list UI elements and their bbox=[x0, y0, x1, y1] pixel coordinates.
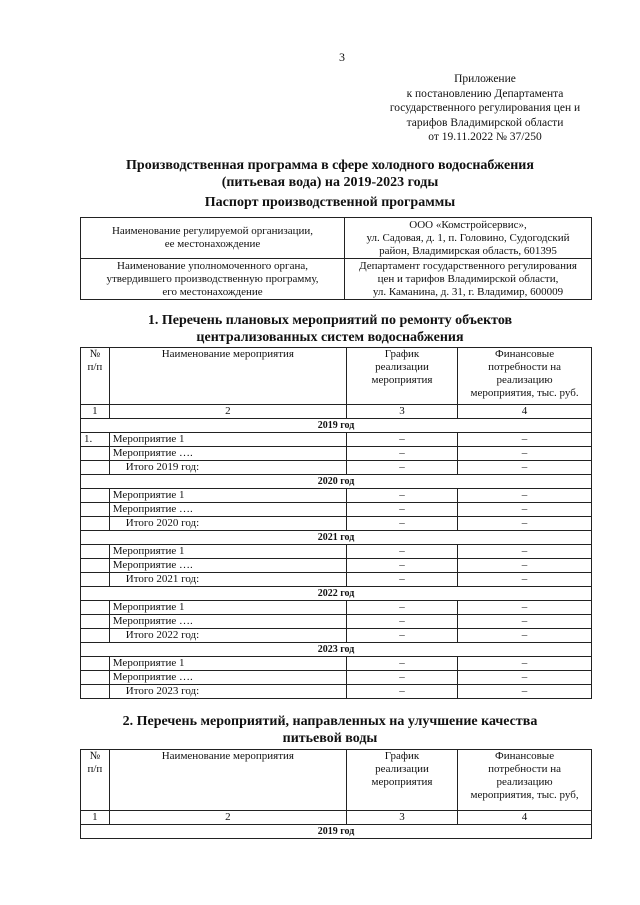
program-title-line: (питьевая вода) на 2019-2023 годы bbox=[221, 175, 439, 190]
text-line: График bbox=[384, 348, 420, 360]
row-name: Мероприятие …. bbox=[109, 447, 346, 461]
year-label: 2019 год bbox=[81, 825, 592, 839]
row-finance: – bbox=[458, 685, 592, 699]
text-line: ООО «Комстройсервис», bbox=[409, 218, 527, 231]
year-row bbox=[81, 419, 592, 433]
row-schedule: – bbox=[346, 657, 457, 671]
column-number: 3 bbox=[346, 811, 457, 825]
row-schedule: – bbox=[346, 671, 457, 685]
table-row bbox=[81, 657, 592, 671]
year-label: 2021 год bbox=[81, 531, 592, 545]
row-schedule: – bbox=[346, 489, 457, 503]
text-line: Финансовые bbox=[495, 348, 555, 360]
row-schedule: – bbox=[346, 573, 457, 587]
section2-title bbox=[60, 713, 600, 747]
row-finance: – bbox=[458, 433, 592, 447]
row-number: 1. bbox=[81, 433, 110, 447]
year-row bbox=[81, 531, 592, 545]
row-name: Итого 2021 год: bbox=[109, 573, 346, 587]
row-finance: – bbox=[458, 489, 592, 503]
text-line: потребности на bbox=[488, 763, 562, 775]
row-number bbox=[81, 545, 110, 559]
header-name: Наименование мероприятия bbox=[109, 348, 346, 405]
column-number: 3 bbox=[346, 405, 457, 419]
row-schedule: – bbox=[346, 685, 457, 699]
text-line: потребности на bbox=[488, 361, 562, 373]
row-number bbox=[81, 489, 110, 503]
text-line: реализацию bbox=[496, 374, 553, 386]
text-line: Наименование регулируемой организации, bbox=[111, 225, 314, 237]
row-name: Мероприятие 1 bbox=[109, 601, 346, 615]
row-name: Мероприятие …. bbox=[109, 559, 346, 573]
section-title-line: питьевой воды bbox=[282, 731, 378, 746]
total-row bbox=[81, 461, 592, 475]
section-title-line: централизованных систем водоснабжения bbox=[196, 330, 464, 345]
text-line: реализации bbox=[375, 763, 429, 775]
section-title-line: 2. Перечень мероприятий, направленных на улучшение качества bbox=[122, 714, 538, 729]
text-line: мероприятия bbox=[371, 374, 433, 386]
row-number bbox=[81, 685, 110, 699]
text-line: № bbox=[89, 348, 101, 360]
row-finance: – bbox=[458, 671, 592, 685]
column-number: 1 bbox=[81, 811, 110, 825]
text-line: его местонахождение bbox=[162, 285, 263, 298]
row-schedule: – bbox=[346, 601, 457, 615]
row-name: Мероприятие 1 bbox=[109, 657, 346, 671]
row-finance: – bbox=[458, 461, 592, 475]
row-schedule: – bbox=[346, 615, 457, 629]
year-row bbox=[81, 643, 592, 657]
text-line: реализации bbox=[375, 361, 429, 373]
row-name: Мероприятие 1 bbox=[109, 489, 346, 503]
row-schedule: – bbox=[346, 559, 457, 573]
header-schedule bbox=[346, 348, 457, 405]
column-number: 4 bbox=[458, 405, 592, 419]
appendix-line: от 19.11.2022 № 37/250 bbox=[428, 131, 542, 143]
text-line: График bbox=[384, 750, 420, 762]
program-title-line: Производственная программа в сфере холодного водоснабжения bbox=[126, 158, 534, 173]
row-number bbox=[81, 615, 110, 629]
row-number bbox=[81, 447, 110, 461]
year-row bbox=[81, 475, 592, 489]
table-row bbox=[81, 489, 592, 503]
text-line: № bbox=[89, 750, 101, 762]
program-title bbox=[60, 157, 600, 191]
row-finance: – bbox=[458, 447, 592, 461]
row-name: Мероприятие …. bbox=[109, 503, 346, 517]
header-finance bbox=[458, 348, 592, 405]
column-number: 4 bbox=[458, 811, 592, 825]
row-finance: – bbox=[458, 559, 592, 573]
row-finance: – bbox=[458, 517, 592, 531]
column-number: 2 bbox=[109, 811, 346, 825]
row-finance: – bbox=[458, 601, 592, 615]
passport-row bbox=[81, 259, 592, 300]
row-finance: – bbox=[458, 545, 592, 559]
section1-title bbox=[60, 312, 600, 346]
table-header-row bbox=[81, 750, 592, 811]
row-number bbox=[81, 657, 110, 671]
row-number bbox=[81, 629, 110, 643]
row-schedule: – bbox=[346, 517, 457, 531]
total-row bbox=[81, 629, 592, 643]
row-name: Итого 2019 год: bbox=[109, 461, 346, 475]
table-row bbox=[81, 433, 592, 447]
row-finance: – bbox=[458, 503, 592, 517]
row-schedule: – bbox=[346, 545, 457, 559]
row-name: Итого 2023 год: bbox=[109, 685, 346, 699]
year-label: 2022 год bbox=[81, 587, 592, 601]
header-name: Наименование мероприятия bbox=[109, 750, 346, 811]
text-line: мероприятия, тыс. руб. bbox=[470, 387, 579, 399]
row-finance: – bbox=[458, 615, 592, 629]
passport-label bbox=[81, 259, 345, 300]
header-number bbox=[81, 750, 110, 811]
passport-title: Паспорт производственной программы bbox=[204, 195, 456, 210]
column-number: 1 bbox=[81, 405, 110, 419]
row-name: Мероприятие …. bbox=[109, 615, 346, 629]
passport-row bbox=[81, 218, 592, 259]
page-number: 3 bbox=[339, 50, 345, 64]
text-line: ее местонахождение bbox=[164, 238, 261, 250]
row-schedule: – bbox=[346, 447, 457, 461]
text-line: район, Владимирская область, 601395 bbox=[379, 244, 557, 257]
row-finance: – bbox=[458, 573, 592, 587]
row-number bbox=[81, 671, 110, 685]
row-name: Мероприятие 1 bbox=[109, 433, 346, 447]
table-row bbox=[81, 545, 592, 559]
appendix-line: тарифов Владимирской области bbox=[406, 116, 564, 129]
row-name: Итого 2020 год: bbox=[109, 517, 346, 531]
text-line: ул. Садовая, д. 1, п. Головино, Судогодский bbox=[366, 231, 570, 244]
column-number-row bbox=[81, 811, 592, 825]
row-schedule: – bbox=[346, 503, 457, 517]
table-row bbox=[81, 447, 592, 461]
row-schedule: – bbox=[346, 433, 457, 447]
text-line: п/п bbox=[87, 763, 103, 775]
table-row bbox=[81, 671, 592, 685]
appendix-line: государственного регулирования цен и bbox=[389, 102, 581, 114]
total-row bbox=[81, 517, 592, 531]
appendix-line: к постановлению Департамента bbox=[406, 87, 564, 100]
passport-table bbox=[80, 217, 592, 300]
header-schedule bbox=[346, 750, 457, 811]
year-label: 2020 год bbox=[81, 475, 592, 489]
year-row bbox=[81, 587, 592, 601]
table-row bbox=[81, 601, 592, 615]
text-line: Департамент государственного регулирования bbox=[359, 259, 577, 272]
row-name: Мероприятие …. bbox=[109, 671, 346, 685]
passport-value bbox=[345, 218, 592, 259]
year-label: 2023 год bbox=[81, 643, 592, 657]
repair-measures-table bbox=[80, 347, 592, 699]
row-number bbox=[81, 559, 110, 573]
passport-value bbox=[345, 259, 592, 300]
appendix-line: Приложение bbox=[454, 73, 516, 85]
table-row bbox=[81, 503, 592, 517]
appendix-note bbox=[360, 72, 610, 145]
total-row bbox=[81, 685, 592, 699]
row-number bbox=[81, 503, 110, 517]
year-label: 2019 год bbox=[81, 419, 592, 433]
water-quality-measures-table bbox=[80, 749, 592, 839]
column-number-row bbox=[81, 405, 592, 419]
row-finance: – bbox=[458, 657, 592, 671]
header-finance bbox=[458, 750, 592, 811]
text-line: ул. Каманина, д. 31, г. Владимир, 600009 bbox=[372, 285, 564, 298]
total-row bbox=[81, 573, 592, 587]
row-number bbox=[81, 517, 110, 531]
row-finance: – bbox=[458, 629, 592, 643]
text-line: мероприятия bbox=[371, 776, 433, 788]
table-header-row bbox=[81, 348, 592, 405]
year-row bbox=[81, 825, 592, 839]
row-name: Итого 2022 год: bbox=[109, 629, 346, 643]
text-line: п/п bbox=[87, 361, 103, 373]
table-row bbox=[81, 615, 592, 629]
text-line: утвердившего производственную программу, bbox=[106, 272, 319, 285]
table-row bbox=[81, 559, 592, 573]
column-number: 2 bbox=[109, 405, 346, 419]
text-line: мероприятия, тыс. руб, bbox=[470, 789, 579, 801]
section-title-line: 1. Перечень плановых мероприятий по ремонту объектов bbox=[147, 313, 513, 328]
row-number bbox=[81, 601, 110, 615]
text-line: Наименование уполномоченного органа, bbox=[117, 259, 308, 272]
row-number bbox=[81, 461, 110, 475]
row-schedule: – bbox=[346, 629, 457, 643]
text-line: цен и тарифов Владимирской области, bbox=[377, 272, 559, 285]
row-number bbox=[81, 573, 110, 587]
text-line: реализацию bbox=[496, 776, 553, 788]
text-line: Финансовые bbox=[495, 750, 555, 762]
passport-label bbox=[81, 218, 345, 259]
header-number bbox=[81, 348, 110, 405]
row-schedule: – bbox=[346, 461, 457, 475]
row-name: Мероприятие 1 bbox=[109, 545, 346, 559]
